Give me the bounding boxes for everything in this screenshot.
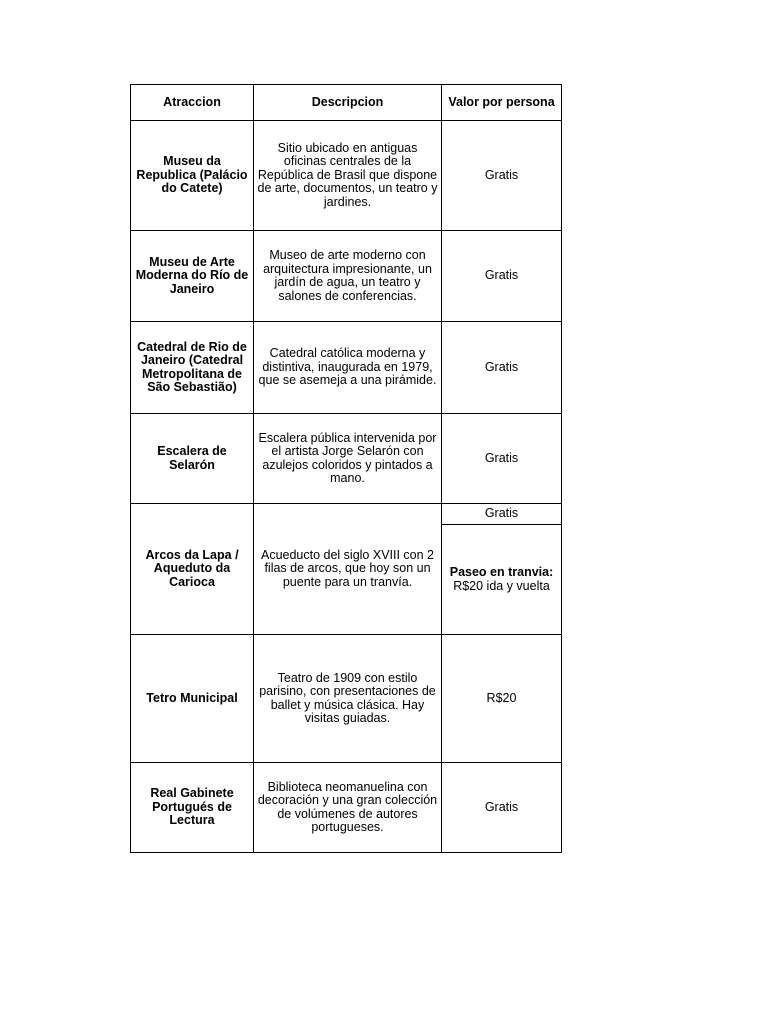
attraction-description: Escalera pública intervenida por el artista Jorge Selarón con azulejos coloridos y pintados a mano.	[254, 414, 442, 504]
attraction-name: Real Gabinete Portugués de Lectura	[131, 763, 254, 853]
table-row	[131, 763, 562, 853]
attraction-price-extra	[442, 525, 562, 635]
price-extra-value: R$20 ida y vuelta	[453, 578, 550, 593]
attraction-name: Museu da Republica (Palácio do Catete)	[131, 121, 254, 231]
attraction-price: Gratis	[442, 322, 562, 414]
attraction-description: Teatro de 1909 con estilo parisino, con presentaciones de ballet y música clásica. Hay visitas guiadas.	[254, 635, 442, 763]
attractions-table	[130, 84, 562, 853]
price-extra-label: Paseo en tranvia:	[449, 565, 554, 579]
attraction-name: Escalera de Selarón	[131, 414, 254, 504]
attraction-name: Catedral de Rio de Janeiro (Catedral Metropolitana de São Sebastião)	[131, 322, 254, 414]
header-description: Descripcion	[254, 85, 442, 121]
attraction-price: Gratis	[442, 763, 562, 853]
header-attraction: Atraccion	[131, 85, 254, 121]
header-price: Valor por persona	[442, 85, 562, 121]
attraction-price: Gratis	[442, 414, 562, 504]
table-row	[131, 504, 562, 525]
attraction-name: Tetro Municipal	[131, 635, 254, 763]
table-header-row	[131, 85, 562, 121]
attraction-description: Catedral católica moderna y distintiva, inaugurada en 1979, que se asemeja a una pirámide.	[254, 322, 442, 414]
attraction-price: R$20	[442, 635, 562, 763]
attraction-price: Gratis	[442, 231, 562, 322]
attraction-description: Acueducto del siglo XVIII con 2 filas de arcos, que hoy son un puente para un tranvía.	[254, 504, 442, 635]
table-row	[131, 322, 562, 414]
attraction-price: Gratis	[442, 121, 562, 231]
table-row	[131, 414, 562, 504]
table-row	[131, 231, 562, 322]
attraction-description: Sitio ubicado en antiguas oficinas centrales de la República de Brasil que dispone de arte, documentos, un teatro y jardines.	[254, 121, 442, 231]
attraction-description: Biblioteca neomanuelina con decoración y una gran colección de volúmenes de autores portugueses.	[254, 763, 442, 853]
attraction-price: Gratis	[442, 504, 562, 525]
attraction-name: Museu de Arte Moderna do Río de Janeiro	[131, 231, 254, 322]
attraction-description: Museo de arte moderno con arquitectura impresionante, un jardín de agua, un teatro y salones de conferencias.	[254, 231, 442, 322]
table-row	[131, 121, 562, 231]
table-row	[131, 635, 562, 763]
attraction-name: Arcos da Lapa / Aqueduto da Carioca	[131, 504, 254, 635]
